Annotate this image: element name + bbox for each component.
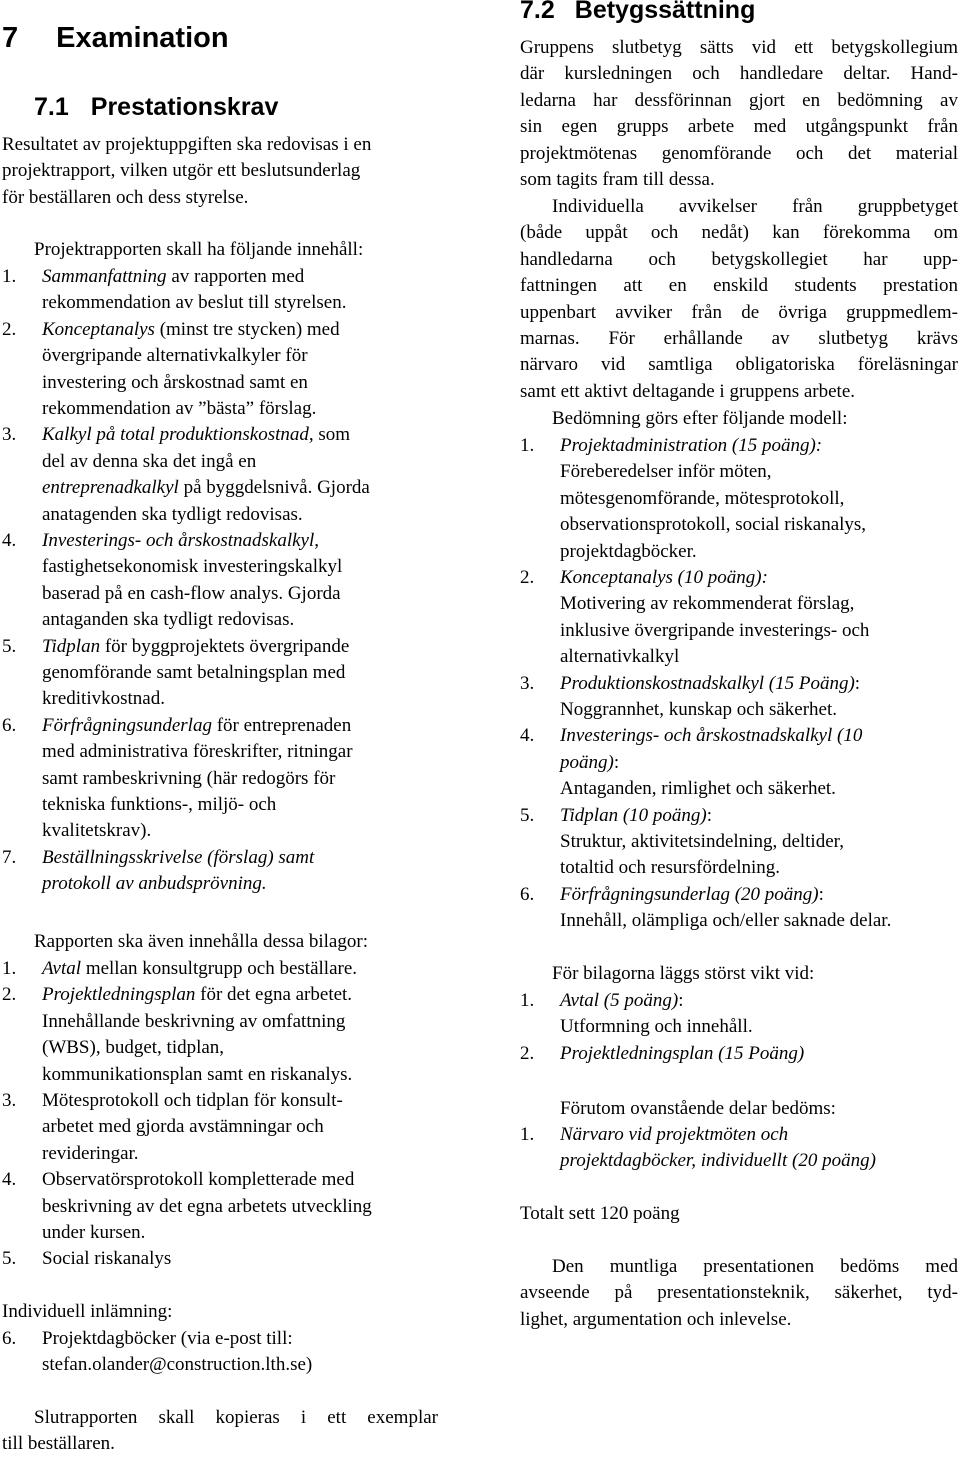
list-item-line — [560, 882, 824, 908]
list-item-text: Mötesprotokoll och tidplan för konsult- — [42, 1090, 343, 1111]
list-item-line — [560, 433, 822, 459]
list-number: 6. — [2, 1328, 17, 1349]
paragraph-line: (både uppåt och nedåt) kan förekomma om — [520, 222, 958, 244]
list-item-text: observationsprotokoll, social riskanalys, — [560, 514, 867, 536]
list-number: 2. — [2, 984, 17, 1006]
list-item-line — [560, 539, 697, 565]
list-item-emphasis: projektdagböcker, individuellt (20 poäng) — [560, 1150, 876, 1172]
list-item-line — [560, 908, 891, 934]
list-item-emphasis: Tidplan — [42, 635, 101, 657]
list-number: 7. — [2, 846, 17, 868]
list-item-emphasis: Kalkyl på total produktionskostnad, — [42, 424, 314, 446]
list-number: 5. — [2, 635, 17, 657]
list-item-line — [560, 803, 712, 829]
list-number: 3. — [2, 424, 17, 446]
section-number: 7 — [2, 22, 19, 54]
list-item-line — [42, 1088, 343, 1114]
list-number: 1. — [2, 266, 17, 287]
list-item-text: mellan konsultgrupp och beställare. — [81, 958, 358, 979]
list-item-emphasis: Produktionskostnadskalkyl (15 Poäng) — [560, 672, 855, 694]
list-item-line — [560, 591, 854, 617]
list-item-line — [42, 264, 304, 290]
list-item-line — [560, 988, 683, 1014]
list-number: 3. — [2, 1090, 17, 1111]
list-item-line — [560, 486, 844, 512]
list-number: 4. — [2, 1169, 17, 1191]
paragraph-line: uppenbart avviker från de övriga gruppmedlem- — [520, 301, 958, 323]
section-heading — [2, 22, 229, 55]
list-item-text: med administrativa föreskrifter, ritningar — [42, 741, 353, 763]
list-item-text: Projektdagböcker (via e-post till: — [42, 1328, 293, 1349]
list-item-line — [42, 1141, 139, 1167]
list-item-text: : — [678, 990, 684, 1011]
list-item-text: projektdagböcker. — [560, 540, 697, 562]
list-item-line — [42, 343, 308, 369]
list-item-text: , — [314, 530, 320, 551]
paragraph-line: fattningen att en enskild students prestation — [520, 275, 958, 297]
list-item-text: revideringar. — [42, 1142, 139, 1164]
list-item-line — [42, 528, 319, 554]
appendix-lead: Rapporten ska även innehålla dessa bilagor: — [34, 931, 368, 952]
list-item-line — [42, 370, 308, 396]
list-number: 4. — [2, 530, 17, 551]
model-lead: Bedömning görs efter följande modell: — [552, 408, 848, 429]
list-item-line — [42, 396, 316, 422]
list-item-line — [42, 634, 349, 660]
list-item-line — [42, 1326, 293, 1352]
list-number: 1. — [520, 990, 535, 1011]
list-item-line — [42, 1035, 224, 1061]
list-item-text: övergripande alternativkalkyler för — [42, 345, 308, 367]
list-item-text: Observatörsprotokoll kompletterade med — [42, 1169, 355, 1191]
list-item-text: : — [854, 672, 861, 694]
list-item-emphasis: Tidplan (10 poäng) — [560, 804, 707, 826]
list-item-text: på byggdelsnivå. Gjorda — [178, 477, 370, 499]
list-item-emphasis: poäng) — [560, 751, 614, 773]
list-item-text: kreditivkostnad. — [42, 688, 165, 710]
list-item-text: genomförande samt betalningsplan med — [42, 661, 346, 683]
list-item-text: totaltid och resursfördelning. — [560, 857, 781, 879]
list-item-line — [42, 713, 351, 739]
list-item-line — [42, 449, 256, 475]
list-number: 2. — [520, 1042, 535, 1064]
list-item-line — [42, 554, 342, 580]
list-item-text: kvalitetskrav). — [42, 820, 152, 842]
list-item-line — [560, 1148, 876, 1174]
total-points: Totalt sett 120 poäng — [520, 1203, 680, 1224]
intro-line: projektrapport, vilken utgör ett beslutsunderlag — [2, 160, 361, 182]
list-item-line — [42, 290, 346, 316]
section-title: Examination — [56, 22, 229, 54]
list-item-text: antaganden ska tydligt redovisas. — [42, 609, 295, 631]
paragraph-line: lighet, argumentation och inlevelse. — [520, 1308, 792, 1330]
list-item-line — [42, 1167, 354, 1193]
paragraph-line: ledarna har dessförinnan gjort en bedömning av — [520, 89, 958, 111]
list-item-text: Antaganden, rimlighet och säkerhet. — [560, 778, 836, 800]
oral-paragraph — [520, 1254, 958, 1333]
list-item-text: : — [818, 883, 824, 905]
list-item-line — [42, 1246, 171, 1272]
paragraph-line: marnas. För erhållande av slutbetyg krävs — [520, 328, 958, 350]
list-item-text: (WBS), budget, tidplan, — [42, 1037, 225, 1059]
list-item-line — [560, 565, 768, 591]
list-item-line — [560, 855, 780, 881]
grading-paragraph — [520, 35, 958, 193]
paragraph-line: där kursledningen och handledare deltar. Hand- — [520, 63, 958, 85]
list-item-line — [560, 829, 844, 855]
list-item-text: del av denna ska det ingå en — [42, 450, 257, 472]
contents-lead: Projektrapporten skall ha följande innehåll: — [34, 239, 364, 260]
paragraph-line: Den muntliga presentationen bedöms med — [552, 1256, 958, 1277]
list-item-text: tekniska funktions-, miljö- och — [42, 793, 277, 815]
list-item-text: : — [706, 804, 713, 826]
list-number: 4. — [520, 725, 535, 747]
deviation-paragraph — [520, 194, 958, 405]
list-item-text: av rapporten med — [166, 266, 305, 287]
list-item-line — [42, 1352, 312, 1378]
list-item-text: investering och årskostnad samt en — [42, 371, 308, 393]
list-item-line — [560, 459, 772, 485]
list-item-text: Motivering av rekommenderat förslag, — [560, 593, 855, 615]
list-item-line — [42, 1114, 324, 1140]
list-number: 5. — [520, 804, 535, 826]
list-item-text: Social riskanalys — [42, 1248, 172, 1270]
paragraph-line: projektmötenas genomförande och det material — [520, 142, 958, 164]
paragraph-line: handledarna och betygskollegiet har upp- — [520, 248, 958, 270]
list-item-line — [42, 475, 370, 501]
list-item-text: alternativkalkyl — [560, 646, 680, 668]
intro-line: för beställaren och dess styrelse. — [2, 186, 249, 208]
list-item-line — [42, 982, 352, 1008]
paragraph-line: som tagits fram till dessa. — [520, 169, 715, 191]
list-item-emphasis: Projektledningsplan (15 Poäng) — [560, 1042, 805, 1064]
final-note-line: Slutrapporten skall kopieras i ett exemplar — [34, 1407, 438, 1428]
paragraph-line: avseende på presentationsteknik, säkerhet, tyd- — [520, 1282, 958, 1304]
list-item-line — [560, 1014, 753, 1040]
list-item-line — [42, 739, 353, 765]
list-item-text: stefan.olander@construction.lth.se) — [42, 1354, 313, 1376]
list-item-line — [42, 818, 151, 844]
list-item-text: för byggprojektets övergripande — [100, 635, 350, 657]
paragraph-line: sin egen grupps arbete med utgångspunkt från — [520, 116, 958, 138]
list-item-line — [42, 422, 350, 448]
list-item-line — [560, 776, 836, 802]
appendix-weight-lead: För bilagorna läggs störst vikt vid: — [552, 963, 815, 984]
list-item-line — [560, 618, 869, 644]
list-item-emphasis: Avtal — [42, 958, 82, 979]
list-item-line — [42, 956, 357, 982]
list-item-text: som — [313, 424, 351, 446]
list-item-text: rekommendation av ”bästa” förslag. — [42, 397, 317, 419]
list-item-text: : — [613, 751, 620, 773]
list-item-emphasis: Beställningsskrivelse (förslag) samt — [42, 846, 315, 868]
subsection-heading — [34, 93, 278, 122]
list-item-text: arbetet med gjorda avstämningar och — [42, 1116, 324, 1138]
list-item-emphasis: Sammanfattning — [42, 266, 167, 287]
list-item-emphasis: Investerings- och årskostnadskalkyl — [42, 530, 315, 551]
list-item-text: under kursen. — [42, 1221, 146, 1243]
list-item-text: (minst tre stycken) med — [154, 318, 340, 340]
list-item-line — [42, 1009, 345, 1035]
subsection-number: 7.2 — [520, 0, 555, 24]
list-item-line — [42, 1194, 372, 1220]
list-number: 2. — [2, 318, 17, 340]
extra-lead: Förutom ovanstående delar bedöms: — [560, 1098, 836, 1119]
list-item-line — [42, 766, 335, 792]
list-item-line — [560, 1041, 804, 1067]
list-item-line — [560, 697, 837, 723]
list-item-line — [560, 750, 619, 776]
list-item-emphasis: Närvaro vid projektmöten och — [560, 1124, 789, 1145]
list-item-emphasis: Konceptanalys — [42, 318, 155, 340]
list-item-emphasis: Förfrågningsunderlag (20 poäng) — [560, 883, 819, 905]
list-item-emphasis: Investerings- och årskostnadskalkyl (10 — [560, 725, 863, 747]
list-item-line — [560, 671, 860, 697]
list-item-text: Struktur, aktivitetsindelning, deltider, — [560, 830, 844, 852]
paragraph-line: Individuella avvikelser från gruppbetyget — [552, 196, 958, 217]
list-number: 6. — [2, 714, 17, 736]
subsection-heading — [520, 0, 755, 25]
intro-line: Resultatet av projektuppgiften ska redovisas i en — [2, 134, 372, 155]
list-item-text: Noggrannhet, kunskap och säkerhet. — [560, 698, 838, 720]
list-item-text: baserad på en cash-flow analys. Gjorda — [42, 582, 341, 604]
list-item-emphasis: Projektledningsplan — [42, 984, 196, 1006]
list-number: 6. — [520, 883, 535, 905]
list-item-emphasis: entreprenadkalkyl — [42, 477, 179, 499]
list-item-emphasis: Avtal (5 poäng) — [560, 990, 679, 1011]
list-item-text: Innehåll, olämpliga och/eller saknade delar. — [560, 910, 892, 932]
list-item-text: Innehållande beskrivning av omfattning — [42, 1010, 346, 1032]
list-item-text: kommunikationsplan samt en riskanalys. — [42, 1063, 353, 1085]
list-number: 2. — [520, 567, 535, 588]
intro-paragraph — [2, 132, 371, 211]
list-item-line — [42, 1220, 145, 1246]
list-item-text: mötesgenomförande, mötesprotokoll, — [560, 487, 845, 509]
list-item-emphasis: Förfrågningsunderlag — [42, 714, 212, 736]
paragraph-line: närvaro vid samtliga obligatoriska föreläsningar — [520, 354, 958, 376]
list-item-line — [560, 1122, 788, 1148]
list-number: 1. — [2, 958, 17, 979]
list-item-text: Föreberedelser inför möten, — [560, 461, 772, 483]
list-item-line — [42, 871, 267, 897]
subsection-title: Prestationskrav — [90, 93, 279, 121]
list-item-line — [42, 317, 340, 343]
paragraph-line: Gruppens slutbetyg sätts vid ett betygskollegium — [520, 37, 958, 58]
list-item-line — [560, 723, 862, 749]
list-item-text: samt rambeskrivning (här redogörs för — [42, 767, 336, 789]
list-item-text: inklusive övergripande investerings- och — [560, 619, 870, 641]
list-item-line — [42, 581, 341, 607]
list-item-line — [42, 686, 165, 712]
final-note — [2, 1405, 438, 1458]
list-item-text: för det egna arbetet. — [195, 984, 353, 1006]
list-item-line — [42, 660, 345, 686]
list-item-line — [560, 512, 866, 538]
list-item-emphasis: Projektadministration (15 poäng): — [560, 435, 823, 456]
list-item-line — [42, 845, 314, 871]
list-item-text: Utformning och innehåll. — [560, 1016, 753, 1038]
list-item-line — [42, 502, 303, 528]
list-number: 1. — [520, 1124, 535, 1145]
final-note-line: till beställaren. — [2, 1433, 115, 1455]
subsection-title: Betygssättning — [574, 0, 756, 24]
list-item-line — [42, 1062, 352, 1088]
list-item-line — [42, 792, 276, 818]
list-item-text: rekommendation av beslut till styrelsen. — [42, 292, 347, 314]
list-item-emphasis: protokoll av anbudsprövning. — [42, 873, 267, 895]
list-number: 3. — [520, 672, 535, 694]
list-number: 5. — [2, 1248, 17, 1270]
list-item-line — [42, 607, 294, 633]
list-number: 1. — [520, 435, 535, 456]
list-item-text: beskrivning av det egna arbetets utveckling — [42, 1195, 372, 1217]
list-item-text: fastighetsekonomisk investeringskalkyl — [42, 556, 343, 578]
paragraph-line: samt ett aktivt deltagande i gruppens arbete. — [520, 380, 856, 402]
list-item-text: för entreprenaden — [211, 714, 352, 736]
list-item-line — [560, 644, 679, 670]
list-item-emphasis: Konceptanalys (10 poäng): — [560, 567, 768, 588]
individual-lead: Individuell inlämning: — [2, 1301, 173, 1322]
list-item-text: anatagenden ska tydligt redovisas. — [42, 503, 303, 525]
subsection-number: 7.1 — [34, 93, 69, 121]
